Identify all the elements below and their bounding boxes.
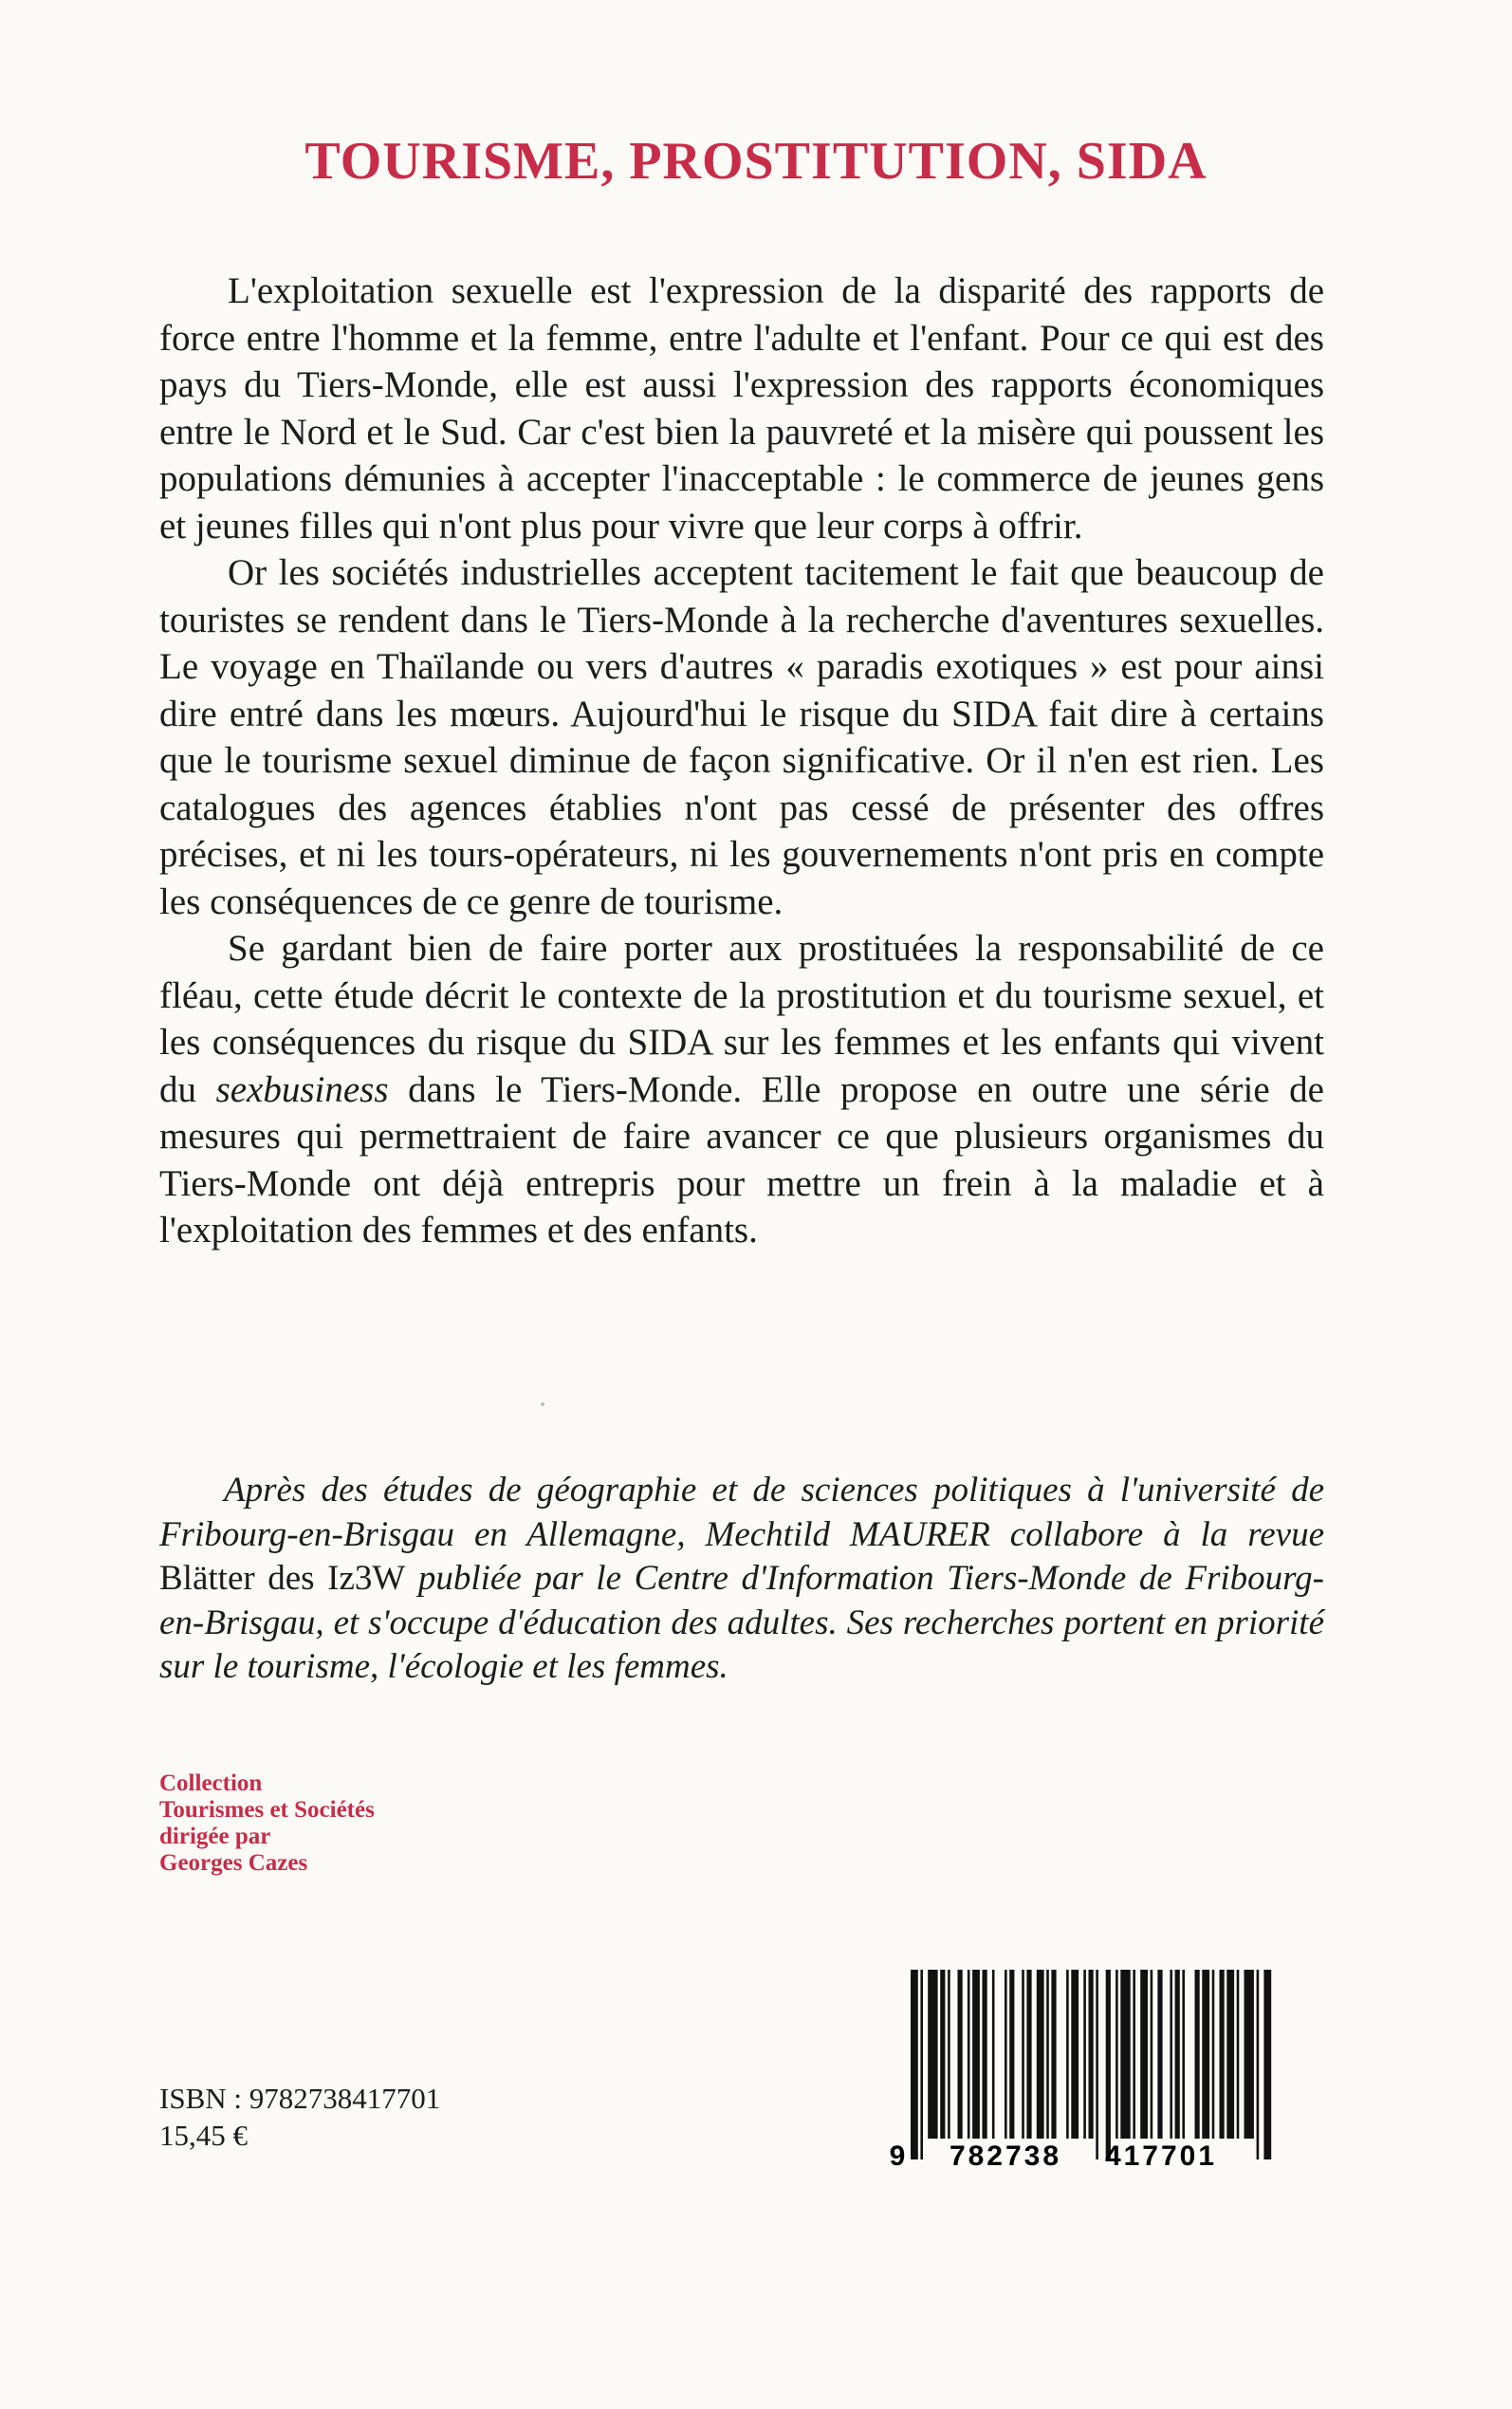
- summary-text: [159, 268, 1324, 1254]
- author-bio-end: publiée par le Centre d'Information Tiers-Monde de Fribourg-en-Brisgau, et s'occupe d'éducation des adultes. Ses recherches portent en priorité sur le tourisme, l'écologie et les femmes.: [159, 1559, 1325, 1686]
- barcode-bar: [1120, 1970, 1130, 2139]
- author-bio-start: Après des études de géographie et de sciences politiques à l'université de Fribourg-en-Brisgau en Allemagne, Mechtild MAURER collabore à la revue: [159, 1471, 1324, 1554]
- summary-paragraph-3-start: Se gardant bien de faire porter aux prostituées la responsabilité de ce fléau, cette étude décrit le contexte de la prostitution et du tourisme sexuel, et les conséquences du risque du SIDA sur les femmes et les enfants qui vivent du: [159, 928, 1324, 1110]
- barcode-bar: [911, 1970, 918, 2159]
- barcode-bar: [928, 1970, 937, 2139]
- barcode-bar: [1051, 1970, 1056, 2139]
- barcode-bar: [968, 1970, 970, 2139]
- barcode-bar: [1026, 1970, 1031, 2139]
- barcode-bar: [1096, 1970, 1098, 2159]
- barcode-bar: [1226, 1970, 1234, 2139]
- book-title: TOURISME, PROSTITUTION, SIDA: [304, 132, 1208, 191]
- author-bio-paragraph: [159, 1469, 1324, 1690]
- barcode-bar: [940, 1970, 945, 2139]
- collection-name: Tourismes et Sociétés: [159, 1797, 375, 1823]
- barcode-bar: [1046, 1970, 1049, 2139]
- barcode-bar: [1220, 1970, 1225, 2139]
- barcode-bar: [1175, 1970, 1180, 2139]
- barcode-bar: [1245, 1970, 1254, 2139]
- isbn: ISBN : 9782738417701: [159, 2082, 441, 2115]
- barcode-bar: [992, 1970, 995, 2139]
- barcode-bar: [972, 1970, 980, 2139]
- price: 15,45 €: [159, 2119, 248, 2152]
- barcode-bar: [1195, 1970, 1200, 2139]
- barcode-bar: [1071, 1970, 1079, 2139]
- barcode-bar: [1066, 1970, 1069, 2139]
- barcode-bar: [1257, 1970, 1260, 2159]
- barcode-bar: [1263, 1970, 1271, 2159]
- barcode-bar: [1022, 1970, 1024, 2139]
- barcode-bars: [911, 1970, 1271, 2159]
- barcode-bar: [1157, 1970, 1162, 2139]
- barcode-bar: [948, 1970, 950, 2139]
- summary-paragraph-3: [159, 925, 1324, 1254]
- journal-name: Blätter des Iz3W: [159, 1559, 406, 1598]
- summary-paragraph-2: Or les sociétés industrielles acceptent tacitement le fait que beaucoup de touristes se rendent dans le Tiers-Monde à la recherche d'aventures sexuelles. Le voyage en Thaïlande ou vers d'autres « paradis exotiques » est pour ainsi dire entré dans les mœurs. Aujourd'hui le risque du SIDA fait dire à certains que le tourisme sexuel diminue de façon significative. Or il n'en est rien. Les catalogues des agences établies n'ont pas cessé de présenter des offres précises, et ni les tours-opérateurs, ni les gouvernements n'ont pris en compte les conséquences de ce genre de tourisme.: [159, 552, 1324, 922]
- barcode-bar: [1202, 1970, 1209, 2139]
- barcode-bar: [1237, 1970, 1240, 2139]
- barcode-digits-left: 782738: [949, 2140, 1062, 2172]
- barcode-bar: [1182, 1970, 1185, 2139]
- barcode: [888, 1970, 1275, 2177]
- barcode-bar: [1212, 1970, 1215, 2139]
- sexbusiness-term: sexbusiness: [215, 1068, 389, 1110]
- collection-label: Collection: [159, 1770, 263, 1796]
- collection-directed-by: dirigée par: [159, 1824, 271, 1849]
- barcode-bar: [1116, 1970, 1118, 2139]
- barcode-digits-right: 417701: [1104, 2140, 1218, 2172]
- isbn-block: [159, 2080, 440, 2154]
- barcode-graphic: [888, 1970, 1275, 2177]
- barcode-bar: [1133, 1970, 1135, 2139]
- summary-paragraph-3-end: dans le Tiers-Monde. Elle propose en outre une série de mesures qui permettraient de faire avancer ce que plusieurs organismes du Tiers-Monde ont déjà entrepris pour mettre un frein à la maladie et à l'exploitation des femmes et des enfants.: [159, 1068, 1324, 1251]
- barcode-bar: [1005, 1970, 1007, 2139]
- barcode-bar: [1037, 1970, 1044, 2139]
- barcode-bar: [958, 1970, 963, 2139]
- collection-info: [159, 1770, 375, 1877]
- collection-director: Georges Cazes: [159, 1850, 308, 1876]
- barcode-bar: [1170, 1970, 1172, 2139]
- barcode-bar: [1106, 1970, 1111, 2159]
- print-speck: [541, 1402, 544, 1406]
- barcode-bar: [1151, 1970, 1153, 2139]
- barcode-digit-first: 9: [889, 2140, 906, 2172]
- barcode-bar: [920, 1970, 923, 2159]
- author-bio: [159, 1469, 1324, 1690]
- barcode-bar: [1009, 1970, 1014, 2139]
- summary-paragraph-1: L'exploitation sexuelle est l'expression de la disparité des rapports de force entre l'homme et la femme, entre l'adulte et l'enfant. Pour ce qui est des pays du Tiers-Monde, elle est aussi l'expression des rapports économiques entre le Nord et le Sud. Car c'est bien la pauvreté et la misère qui poussent les populations démunies à accepter l'inacceptable : le commerce de jeunes gens et jeunes filles qui n'ont plus pour vivre que leur corps à offrir.: [159, 270, 1324, 547]
- barcode-bar: [983, 1970, 987, 2139]
- barcode-bar: [1083, 1970, 1086, 2139]
- barcode-bar: [1089, 1970, 1094, 2139]
- barcode-bar: [1140, 1970, 1148, 2139]
